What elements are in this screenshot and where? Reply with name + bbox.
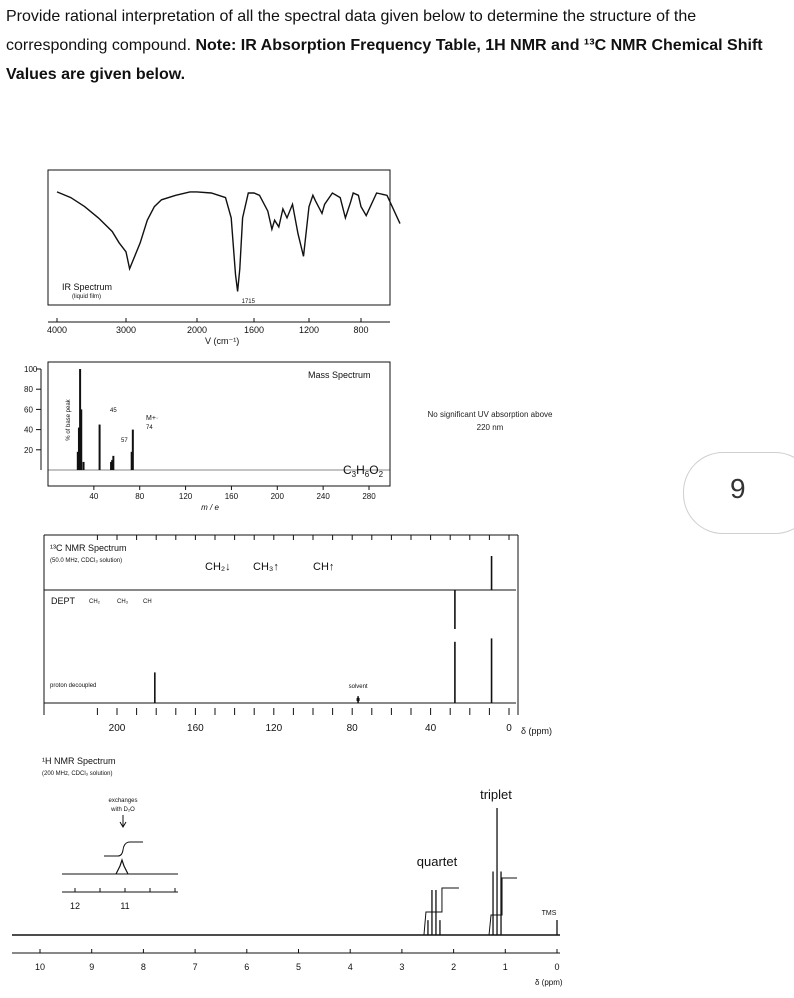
dept-legend-small: CH₃ xyxy=(117,599,129,605)
dept-legend-small: CH xyxy=(143,599,152,605)
c13-solvent-label: solvent xyxy=(348,684,368,690)
ir-x-axis-label: V (cm⁻¹) xyxy=(205,336,240,346)
mass-y-tick-label: 60 xyxy=(24,405,33,415)
h1-inset-peak xyxy=(116,860,128,874)
ir-tick-label: 4000 xyxy=(46,325,68,335)
ir-peak-label: 1715 xyxy=(241,299,255,305)
c13-title: ¹³C NMR Spectrum xyxy=(50,543,127,553)
h1-tms-label: TMS xyxy=(541,910,557,917)
c13-tick-label: 40 xyxy=(425,723,437,734)
mass-y-tick-label: 40 xyxy=(24,425,33,435)
mass-y-tick-label: 80 xyxy=(24,385,33,395)
h1-inset-integral xyxy=(104,842,143,856)
question-body: Provide rational interpretation of all the spectral data given below to determine the structure of the corresponding compound. xyxy=(6,8,697,54)
uv-note: No significant UV absorption above 220 nm xyxy=(427,410,553,432)
h1-tick-label: 0 xyxy=(554,962,560,972)
h1-exchange-note: with D₂O xyxy=(111,807,135,813)
question-note: Note: IR Absorption Frequency Table, 1H NMR and ¹³C NMR Chemical Shift Values are given below. xyxy=(6,37,763,83)
mass-x-tick-label: 40 xyxy=(89,492,99,501)
c13-tick-label: 80 xyxy=(346,723,358,734)
h1-tick-label: 1 xyxy=(502,962,508,972)
h1-tick-label: 3 xyxy=(399,962,405,972)
page-number-badge[interactable] xyxy=(683,452,794,534)
h1-tick-label: 7 xyxy=(192,962,198,972)
mass-x-tick-label: 160 xyxy=(224,492,239,501)
h1-exchange-note: exchanges xyxy=(108,798,138,804)
ir-tick-label: 2000 xyxy=(186,325,208,335)
mass-peak-label: 45 xyxy=(110,408,117,414)
mass-formula: $C_3H_6O_2$ xyxy=(343,463,384,479)
c13-subtitle: (50.0 MHz, CDCl₃ solution) xyxy=(50,558,123,564)
h1-tick-label: 4 xyxy=(347,962,353,972)
page-number: 9 xyxy=(730,473,746,504)
mass-x-axis-label: m / e xyxy=(201,503,219,512)
h1-inset-tick-label: 11 xyxy=(120,901,130,911)
mass-x-tick-label: 240 xyxy=(316,492,330,501)
h1-triplet-label: triplet xyxy=(480,787,512,802)
mass-x-tick-label: 200 xyxy=(270,492,284,501)
mass-x-tick-label: 80 xyxy=(135,492,145,501)
ir-tick-label: 1600 xyxy=(243,325,265,335)
dept-legend-item: CH↑ xyxy=(313,561,335,573)
mass-peak-label: M+· xyxy=(146,415,159,422)
mass-y-axis-label: % of base peak xyxy=(66,399,72,441)
mass-y-tick-label: 20 xyxy=(24,445,33,455)
ir-tick-label: 800 xyxy=(353,325,369,335)
c13-tick-label: 200 xyxy=(108,723,126,734)
h1-triplet-integral xyxy=(472,878,517,935)
mass-y-tick-label: 100 xyxy=(24,365,38,374)
ir-tick-label: 1200 xyxy=(298,325,320,335)
mass-peak-label: 74 xyxy=(146,425,153,431)
ir-tick-label: 3000 xyxy=(115,325,137,335)
mass-peak-label: 57 xyxy=(121,438,128,444)
dept-legend-small: CH₂ xyxy=(89,599,100,605)
h1-tick-label: 9 xyxy=(89,962,95,972)
mass-x-tick-label: 120 xyxy=(178,492,193,501)
c13-solvent-dot xyxy=(357,698,360,701)
c13-decoupled-label: proton decoupled xyxy=(50,683,97,689)
c13-x-axis-label: δ (ppm) xyxy=(521,726,553,736)
c13-tick-label: 120 xyxy=(265,723,283,734)
h1-tick-label: 2 xyxy=(451,962,457,972)
h1-x-axis-label: δ (ppm) xyxy=(535,978,563,987)
mass-x-tick-label: 280 xyxy=(362,492,376,501)
c13-tick-label: 0 xyxy=(506,723,512,734)
h1-inset-tick-label: 12 xyxy=(69,901,81,911)
dept-legend-item: CH₂↓ xyxy=(205,561,231,573)
h1-tick-label: 10 xyxy=(34,962,46,972)
h1-exchange-arrow xyxy=(120,815,126,827)
h1-title: ¹H NMR Spectrum xyxy=(42,756,116,766)
ir-title: IR Spectrum xyxy=(62,282,113,292)
ir-subtitle: (liquid film) xyxy=(72,294,102,300)
c13-tick-label: 160 xyxy=(187,723,204,734)
h1-subtitle: (200 MHz, CDCl₃ solution) xyxy=(42,771,113,777)
dept-label: DEPT xyxy=(51,596,76,606)
mass-title: Mass Spectrum xyxy=(308,370,371,380)
h1-tick-label: 6 xyxy=(244,962,250,972)
ir-trace xyxy=(57,192,400,292)
h1-tick-label: 5 xyxy=(295,962,302,972)
h1-quartet-integral xyxy=(409,888,459,935)
h1-tick-label: 8 xyxy=(140,962,146,972)
dept-legend-item: CH₃↑ xyxy=(253,561,279,573)
h1-quartet-label: quartet xyxy=(416,854,458,869)
